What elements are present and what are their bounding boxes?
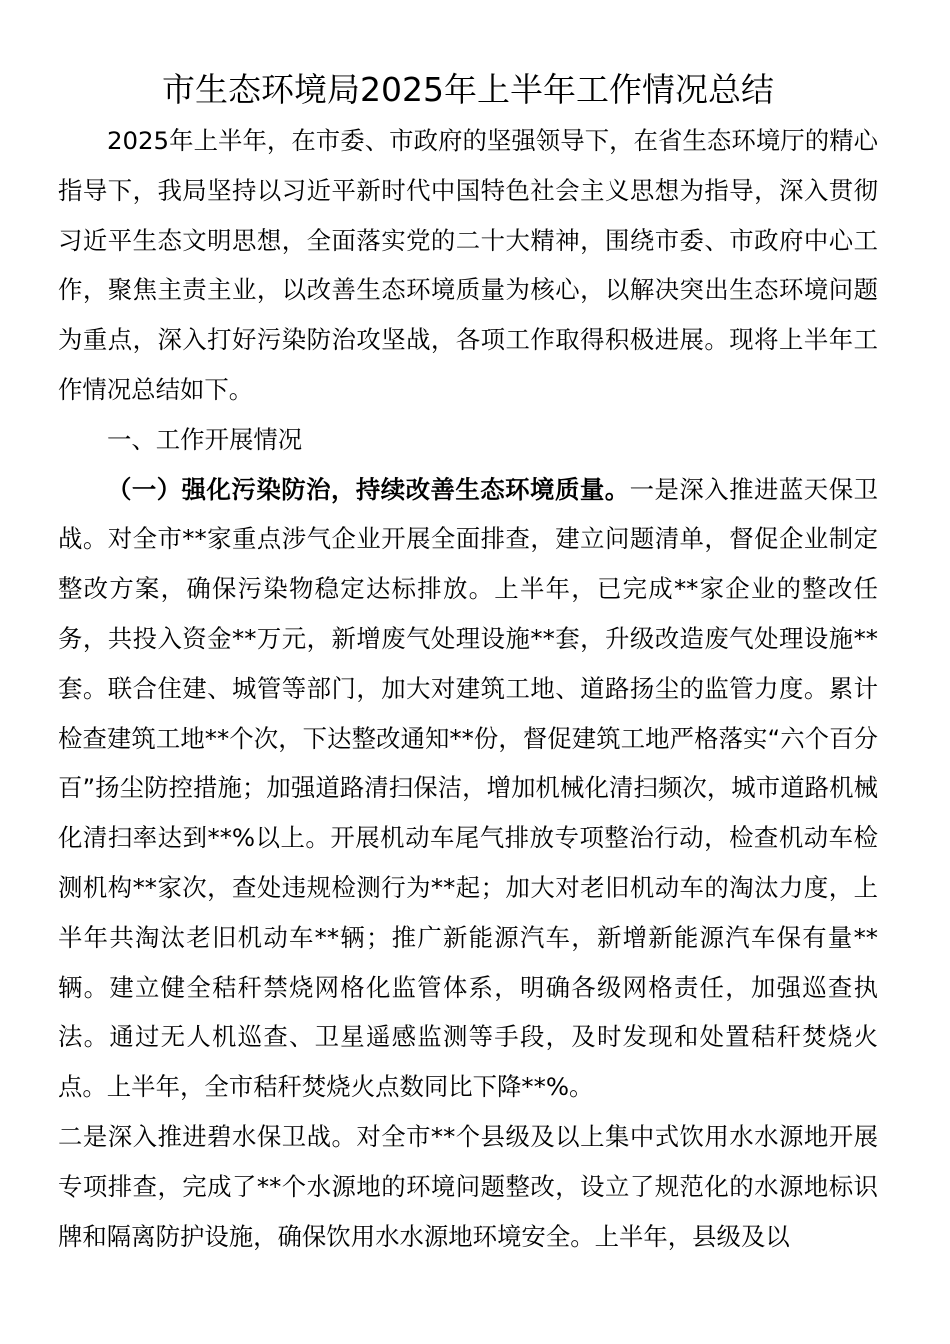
subsection-body: 一是深入推进蓝天保卫战。对全市**家重点涉气企业开展全面排查，建立问题清单，督促企业制定整改方案，确保污染物稳定达标排放。上半年，已完成**家企业的整改任务，共投入资金**万元，新增废气处理设施**套，升级改造废气处理设施**套。联合住建、城管等部门，加大对建筑工地、道路扬尘的监管力度。累计检查建筑工地**个次，下达整改通知**份，督促建筑工地严格落实“六个百分百”扬尘防控措施；加强道路清扫保洁，增加机械化清扫频次，城市道路机械化清扫率达到**%以上。开展机动车尾气排放专项整治行动，检查机动车检测机构**家次，查处违规检测行为**起；加大对老旧机动车的淘汰力度，上半年共淘汰老旧机动车**辆；推广新能源汽车，新增新能源汽车保有量**辆。建立健全秸秆禁烧网格化监管体系，明确各级网格责任，加强巡查执法。通过无人机巡查、卫星遥感监测等手段，及时发现和处置秸秆焚烧火点。上半年，全市秸秆焚烧火点数同比下降**%。 <box>58 474 878 1102</box>
section-heading: 一、工作开展情况 <box>107 424 303 454</box>
subsection-paragraph <box>58 465 878 1112</box>
continuation-paragraph: 二是深入推进碧水保卫战。对全市**个县级及以上集中式饮用水水源地开展专项排查，完成了**个水源地的环境问题整改，设立了规范化的水源地标识牌和隔离防护设施，确保饮用水水源地环境安全。上半年，县级及以 <box>58 1121 878 1251</box>
intro-paragraph: 2025年上半年，在市委、市政府的坚强领导下，在省生态环境厅的精心指导下，我局坚持以习近平新时代中国特色社会主义思想为指导，深入贯彻习近平生态文明思想，全面落实党的二十大精神，围绕市委、市政府中心工作，聚焦主责主业，以改善生态环境质量为核心，以解决突出生态环境问题为重点，深入打好污染防治攻坚战，各项工作取得积极进展。现将上半年工作情况总结如下。 <box>58 126 878 404</box>
document-page <box>58 64 878 1261</box>
subsection-lead: （一）强化污染防治，持续改善生态环境质量。 <box>107 474 630 504</box>
document-title: 市生态环境局2025年上半年工作情况总结 <box>162 70 774 109</box>
